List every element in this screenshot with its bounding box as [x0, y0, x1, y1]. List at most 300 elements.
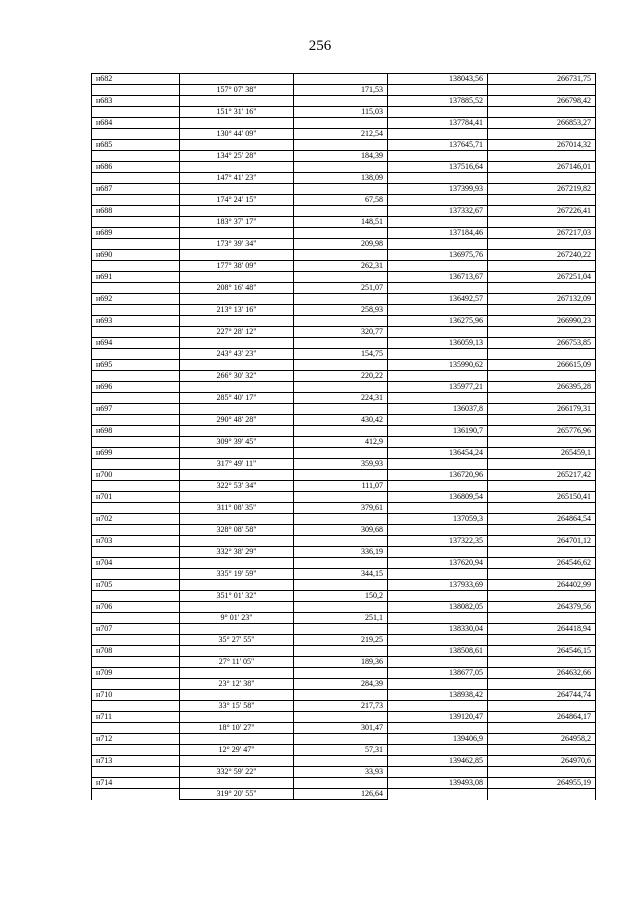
empty-y-cell	[488, 305, 596, 316]
empty-x-cell	[388, 745, 488, 756]
direction-angle-cell: 290° 48' 28"	[180, 415, 294, 426]
empty-distance-cell	[294, 74, 388, 85]
point-row	[92, 228, 596, 239]
empty-point-cell	[92, 701, 180, 712]
empty-point-cell	[92, 613, 180, 624]
point-name-cell: н688	[92, 206, 180, 217]
distance-cell: 301,47	[294, 723, 388, 734]
empty-x-cell	[388, 503, 488, 514]
empty-distance-cell	[294, 140, 388, 151]
empty-distance-cell	[294, 338, 388, 349]
empty-distance-cell	[294, 426, 388, 437]
direction-angle-cell: 351° 01' 32"	[180, 591, 294, 602]
empty-angle-cell	[180, 558, 294, 569]
y-coordinate-cell: 264864,17	[488, 712, 596, 723]
empty-x-cell	[388, 129, 488, 140]
point-row	[92, 404, 596, 415]
empty-y-cell	[488, 767, 596, 778]
y-coordinate-cell: 266853,27	[488, 118, 596, 129]
distance-cell: 189,36	[294, 657, 388, 668]
direction-angle-cell: 9° 01' 23"	[180, 613, 294, 624]
segment-row	[92, 767, 596, 778]
segment-row	[92, 151, 596, 162]
segment-row	[92, 261, 596, 272]
direction-angle-cell: 319° 20' 55"	[180, 789, 294, 800]
empty-y-cell	[488, 613, 596, 624]
segment-row	[92, 371, 596, 382]
empty-x-cell	[388, 459, 488, 470]
empty-distance-cell	[294, 448, 388, 459]
empty-point-cell	[92, 767, 180, 778]
y-coordinate-cell: 266179,31	[488, 404, 596, 415]
y-coordinate-cell: 267240,22	[488, 250, 596, 261]
point-row	[92, 250, 596, 261]
empty-distance-cell	[294, 580, 388, 591]
empty-x-cell	[388, 327, 488, 338]
point-name-cell: н711	[92, 712, 180, 723]
empty-x-cell	[388, 437, 488, 448]
segment-row	[92, 481, 596, 492]
empty-point-cell	[92, 745, 180, 756]
y-coordinate-cell: 264546,15	[488, 646, 596, 657]
segment-row	[92, 525, 596, 536]
y-coordinate-cell: 264864,54	[488, 514, 596, 525]
empty-y-cell	[488, 481, 596, 492]
x-coordinate-cell: 135977,21	[388, 382, 488, 393]
empty-distance-cell	[294, 162, 388, 173]
empty-y-cell	[488, 393, 596, 404]
coordinates-table-body	[92, 74, 596, 800]
empty-angle-cell	[180, 426, 294, 437]
empty-y-cell	[488, 107, 596, 118]
point-name-cell: н683	[92, 96, 180, 107]
point-row	[92, 778, 596, 789]
x-coordinate-cell: 139462,85	[388, 756, 488, 767]
empty-y-cell	[488, 745, 596, 756]
x-coordinate-cell: 136720,96	[388, 470, 488, 481]
empty-angle-cell	[180, 96, 294, 107]
distance-cell: 126,64	[294, 789, 388, 800]
empty-distance-cell	[294, 690, 388, 701]
point-name-cell: н710	[92, 690, 180, 701]
distance-cell: 336,19	[294, 547, 388, 558]
segment-row	[92, 745, 596, 756]
segment-row	[92, 569, 596, 580]
segment-row	[92, 173, 596, 184]
empty-angle-cell	[180, 580, 294, 591]
point-row	[92, 272, 596, 283]
x-coordinate-cell: 138677,05	[388, 668, 488, 679]
point-row	[92, 448, 596, 459]
point-name-cell: н694	[92, 338, 180, 349]
empty-angle-cell	[180, 602, 294, 613]
empty-x-cell	[388, 657, 488, 668]
empty-distance-cell	[294, 756, 388, 767]
x-coordinate-cell: 138082,05	[388, 602, 488, 613]
distance-cell: 379,61	[294, 503, 388, 514]
point-row	[92, 162, 596, 173]
empty-angle-cell	[180, 118, 294, 129]
x-coordinate-cell: 138330,04	[388, 624, 488, 635]
empty-angle-cell	[180, 228, 294, 239]
empty-y-cell	[488, 129, 596, 140]
point-row	[92, 206, 596, 217]
empty-point-cell	[92, 525, 180, 536]
direction-angle-cell: 309° 39' 45"	[180, 437, 294, 448]
empty-x-cell	[388, 635, 488, 646]
empty-distance-cell	[294, 294, 388, 305]
direction-angle-cell: 335° 19' 59"	[180, 569, 294, 580]
empty-distance-cell	[294, 382, 388, 393]
empty-angle-cell	[180, 162, 294, 173]
point-name-cell: н712	[92, 734, 180, 745]
point-name-cell: н691	[92, 272, 180, 283]
empty-y-cell	[488, 349, 596, 360]
empty-angle-cell	[180, 514, 294, 525]
distance-cell: 138,09	[294, 173, 388, 184]
empty-x-cell	[388, 767, 488, 778]
y-coordinate-cell: 264955,19	[488, 778, 596, 789]
direction-angle-cell: 332° 59' 22"	[180, 767, 294, 778]
empty-distance-cell	[294, 602, 388, 613]
point-row	[92, 426, 596, 437]
y-coordinate-cell: 264402,99	[488, 580, 596, 591]
y-coordinate-cell: 267219,82	[488, 184, 596, 195]
direction-angle-cell: 213° 13' 16"	[180, 305, 294, 316]
empty-point-cell	[92, 151, 180, 162]
point-row	[92, 184, 596, 195]
x-coordinate-cell: 137399,93	[388, 184, 488, 195]
empty-distance-cell	[294, 624, 388, 635]
empty-x-cell	[388, 415, 488, 426]
empty-point-cell	[92, 591, 180, 602]
direction-angle-cell: 243° 43' 23"	[180, 349, 294, 360]
y-coordinate-cell: 265459,1	[488, 448, 596, 459]
empty-y-cell	[488, 85, 596, 96]
y-coordinate-cell: 264632,66	[488, 668, 596, 679]
empty-x-cell	[388, 789, 488, 800]
empty-y-cell	[488, 591, 596, 602]
empty-y-cell	[488, 151, 596, 162]
empty-distance-cell	[294, 250, 388, 261]
distance-cell: 320,77	[294, 327, 388, 338]
point-name-cell: н692	[92, 294, 180, 305]
point-name-cell: н706	[92, 602, 180, 613]
point-row	[92, 492, 596, 503]
point-name-cell: н695	[92, 360, 180, 371]
y-coordinate-cell: 264546,62	[488, 558, 596, 569]
distance-cell: 212,54	[294, 129, 388, 140]
segment-row	[92, 547, 596, 558]
direction-angle-cell: 23° 12' 38"	[180, 679, 294, 690]
x-coordinate-cell: 136492,57	[388, 294, 488, 305]
segment-row	[92, 283, 596, 294]
distance-cell: 111,07	[294, 481, 388, 492]
direction-angle-cell: 322° 53' 34"	[180, 481, 294, 492]
empty-distance-cell	[294, 206, 388, 217]
direction-angle-cell: 174° 24' 15"	[180, 195, 294, 206]
y-coordinate-cell: 267132,09	[488, 294, 596, 305]
empty-point-cell	[92, 547, 180, 558]
y-coordinate-cell: 267014,32	[488, 140, 596, 151]
segment-row	[92, 239, 596, 250]
empty-x-cell	[388, 591, 488, 602]
empty-x-cell	[388, 305, 488, 316]
empty-y-cell	[488, 459, 596, 470]
empty-x-cell	[388, 173, 488, 184]
point-name-cell: н705	[92, 580, 180, 591]
empty-point-cell	[92, 569, 180, 580]
x-coordinate-cell: 136809,54	[388, 492, 488, 503]
x-coordinate-cell: 136037,8	[388, 404, 488, 415]
empty-y-cell	[488, 261, 596, 272]
empty-distance-cell	[294, 492, 388, 503]
empty-point-cell	[92, 679, 180, 690]
direction-angle-cell: 35° 27' 55"	[180, 635, 294, 646]
empty-angle-cell	[180, 294, 294, 305]
empty-y-cell	[488, 723, 596, 734]
point-row	[92, 118, 596, 129]
point-row	[92, 668, 596, 679]
empty-y-cell	[488, 415, 596, 426]
x-coordinate-cell: 137322,35	[388, 536, 488, 547]
point-row	[92, 690, 596, 701]
empty-angle-cell	[180, 360, 294, 371]
empty-distance-cell	[294, 734, 388, 745]
empty-y-cell	[488, 371, 596, 382]
point-name-cell: н707	[92, 624, 180, 635]
empty-x-cell	[388, 107, 488, 118]
x-coordinate-cell: 137332,67	[388, 206, 488, 217]
direction-angle-cell: 332° 38' 29"	[180, 547, 294, 558]
empty-angle-cell	[180, 338, 294, 349]
empty-point-cell	[92, 371, 180, 382]
page-number: 256	[308, 38, 332, 54]
distance-cell: 57,31	[294, 745, 388, 756]
x-coordinate-cell: 139493,08	[388, 778, 488, 789]
point-name-cell: н704	[92, 558, 180, 569]
empty-x-cell	[388, 195, 488, 206]
empty-y-cell	[488, 173, 596, 184]
point-row	[92, 470, 596, 481]
empty-point-cell	[92, 393, 180, 404]
x-coordinate-cell: 136975,76	[388, 250, 488, 261]
empty-y-cell	[488, 569, 596, 580]
point-name-cell: н690	[92, 250, 180, 261]
distance-cell: 219,25	[294, 635, 388, 646]
x-coordinate-cell: 137933,69	[388, 580, 488, 591]
empty-angle-cell	[180, 74, 294, 85]
empty-point-cell	[92, 415, 180, 426]
x-coordinate-cell: 137885,52	[388, 96, 488, 107]
y-coordinate-cell: 264701,12	[488, 536, 596, 547]
direction-angle-cell: 147° 41' 23"	[180, 173, 294, 184]
empty-angle-cell	[180, 624, 294, 635]
direction-angle-cell: 157° 07' 38"	[180, 85, 294, 96]
segment-row	[92, 459, 596, 470]
coordinates-table	[91, 73, 596, 800]
y-coordinate-cell: 264970,6	[488, 756, 596, 767]
point-row	[92, 338, 596, 349]
distance-cell: 430,42	[294, 415, 388, 426]
empty-point-cell	[92, 349, 180, 360]
empty-x-cell	[388, 283, 488, 294]
empty-distance-cell	[294, 514, 388, 525]
x-coordinate-cell: 138043,56	[388, 74, 488, 85]
empty-x-cell	[388, 723, 488, 734]
y-coordinate-cell: 267146,01	[488, 162, 596, 173]
direction-angle-cell: 311° 08' 35"	[180, 503, 294, 514]
empty-angle-cell	[180, 272, 294, 283]
distance-cell: 115,03	[294, 107, 388, 118]
point-row	[92, 360, 596, 371]
segment-row	[92, 635, 596, 646]
empty-angle-cell	[180, 316, 294, 327]
empty-point-cell	[92, 459, 180, 470]
point-name-cell: н701	[92, 492, 180, 503]
y-coordinate-cell: 266615,09	[488, 360, 596, 371]
y-coordinate-cell: 266798,42	[488, 96, 596, 107]
empty-y-cell	[488, 789, 596, 800]
point-row	[92, 580, 596, 591]
direction-angle-cell: 12° 29' 47"	[180, 745, 294, 756]
direction-angle-cell: 227° 28' 12"	[180, 327, 294, 338]
y-coordinate-cell: 266990,23	[488, 316, 596, 327]
direction-angle-cell: 33° 15' 58"	[180, 701, 294, 712]
x-coordinate-cell: 136454,24	[388, 448, 488, 459]
segment-row	[92, 701, 596, 712]
y-coordinate-cell: 267251,04	[488, 272, 596, 283]
segment-row	[92, 503, 596, 514]
segment-row	[92, 85, 596, 96]
empty-angle-cell	[180, 448, 294, 459]
y-coordinate-cell: 265217,42	[488, 470, 596, 481]
segment-row	[92, 217, 596, 228]
empty-x-cell	[388, 349, 488, 360]
x-coordinate-cell: 136190,7	[388, 426, 488, 437]
x-coordinate-cell: 137184,46	[388, 228, 488, 239]
empty-y-cell	[488, 327, 596, 338]
point-name-cell: н703	[92, 536, 180, 547]
point-name-cell: н685	[92, 140, 180, 151]
empty-angle-cell	[180, 404, 294, 415]
empty-distance-cell	[294, 96, 388, 107]
empty-point-cell	[92, 217, 180, 228]
distance-cell: 412,9	[294, 437, 388, 448]
empty-point-cell	[92, 657, 180, 668]
segment-row	[92, 349, 596, 360]
empty-x-cell	[388, 371, 488, 382]
empty-angle-cell	[180, 206, 294, 217]
direction-angle-cell: 266° 30' 32"	[180, 371, 294, 382]
empty-point-cell	[92, 195, 180, 206]
empty-y-cell	[488, 525, 596, 536]
distance-cell: 154,75	[294, 349, 388, 360]
distance-cell: 251,07	[294, 283, 388, 294]
empty-x-cell	[388, 261, 488, 272]
point-name-cell: н700	[92, 470, 180, 481]
empty-x-cell	[388, 239, 488, 250]
x-coordinate-cell: 138938,42	[388, 690, 488, 701]
direction-angle-cell: 208° 16' 48"	[180, 283, 294, 294]
segment-row	[92, 393, 596, 404]
empty-point-cell	[92, 85, 180, 96]
empty-x-cell	[388, 217, 488, 228]
distance-cell: 344,15	[294, 569, 388, 580]
empty-point-cell	[92, 283, 180, 294]
empty-angle-cell	[180, 184, 294, 195]
segment-row	[92, 195, 596, 206]
y-coordinate-cell: 264744,74	[488, 690, 596, 701]
point-row	[92, 382, 596, 393]
x-coordinate-cell: 138508,61	[388, 646, 488, 657]
point-name-cell: н684	[92, 118, 180, 129]
empty-y-cell	[488, 657, 596, 668]
empty-point-cell	[92, 239, 180, 250]
empty-y-cell	[488, 503, 596, 514]
y-coordinate-cell: 264418,94	[488, 624, 596, 635]
empty-distance-cell	[294, 470, 388, 481]
empty-x-cell	[388, 525, 488, 536]
direction-angle-cell: 130° 44' 09"	[180, 129, 294, 140]
x-coordinate-cell: 136713,67	[388, 272, 488, 283]
segment-row	[92, 305, 596, 316]
empty-x-cell	[388, 679, 488, 690]
point-name-cell: н714	[92, 778, 180, 789]
segment-row	[92, 657, 596, 668]
y-coordinate-cell: 265776,96	[488, 426, 596, 437]
x-coordinate-cell: 136275,96	[388, 316, 488, 327]
direction-angle-cell: 328° 08' 58"	[180, 525, 294, 536]
empty-angle-cell	[180, 668, 294, 679]
empty-distance-cell	[294, 228, 388, 239]
y-coordinate-cell: 267217,03	[488, 228, 596, 239]
distance-cell: 171,53	[294, 85, 388, 96]
empty-point-cell	[92, 327, 180, 338]
point-row	[92, 756, 596, 767]
point-name-cell: н687	[92, 184, 180, 195]
empty-y-cell	[488, 217, 596, 228]
y-coordinate-cell: 266731,75	[488, 74, 596, 85]
direction-angle-cell: 151° 31' 16"	[180, 107, 294, 118]
empty-angle-cell	[180, 734, 294, 745]
distance-cell: 251,1	[294, 613, 388, 624]
empty-angle-cell	[180, 778, 294, 789]
direction-angle-cell: 27° 11' 05"	[180, 657, 294, 668]
x-coordinate-cell: 137784,41	[388, 118, 488, 129]
point-row	[92, 140, 596, 151]
empty-x-cell	[388, 151, 488, 162]
point-name-cell: н693	[92, 316, 180, 327]
empty-distance-cell	[294, 778, 388, 789]
empty-y-cell	[488, 283, 596, 294]
empty-y-cell	[488, 195, 596, 206]
point-name-cell: н709	[92, 668, 180, 679]
segment-row	[92, 613, 596, 624]
empty-x-cell	[388, 393, 488, 404]
x-coordinate-cell: 137516,64	[388, 162, 488, 173]
x-coordinate-cell: 137645,71	[388, 140, 488, 151]
empty-angle-cell	[180, 690, 294, 701]
point-row	[92, 514, 596, 525]
point-name-cell: н686	[92, 162, 180, 173]
empty-angle-cell	[180, 756, 294, 767]
point-row	[92, 558, 596, 569]
direction-angle-cell: 285° 40' 17"	[180, 393, 294, 404]
empty-distance-cell	[294, 272, 388, 283]
segment-row	[92, 129, 596, 140]
empty-y-cell	[488, 547, 596, 558]
